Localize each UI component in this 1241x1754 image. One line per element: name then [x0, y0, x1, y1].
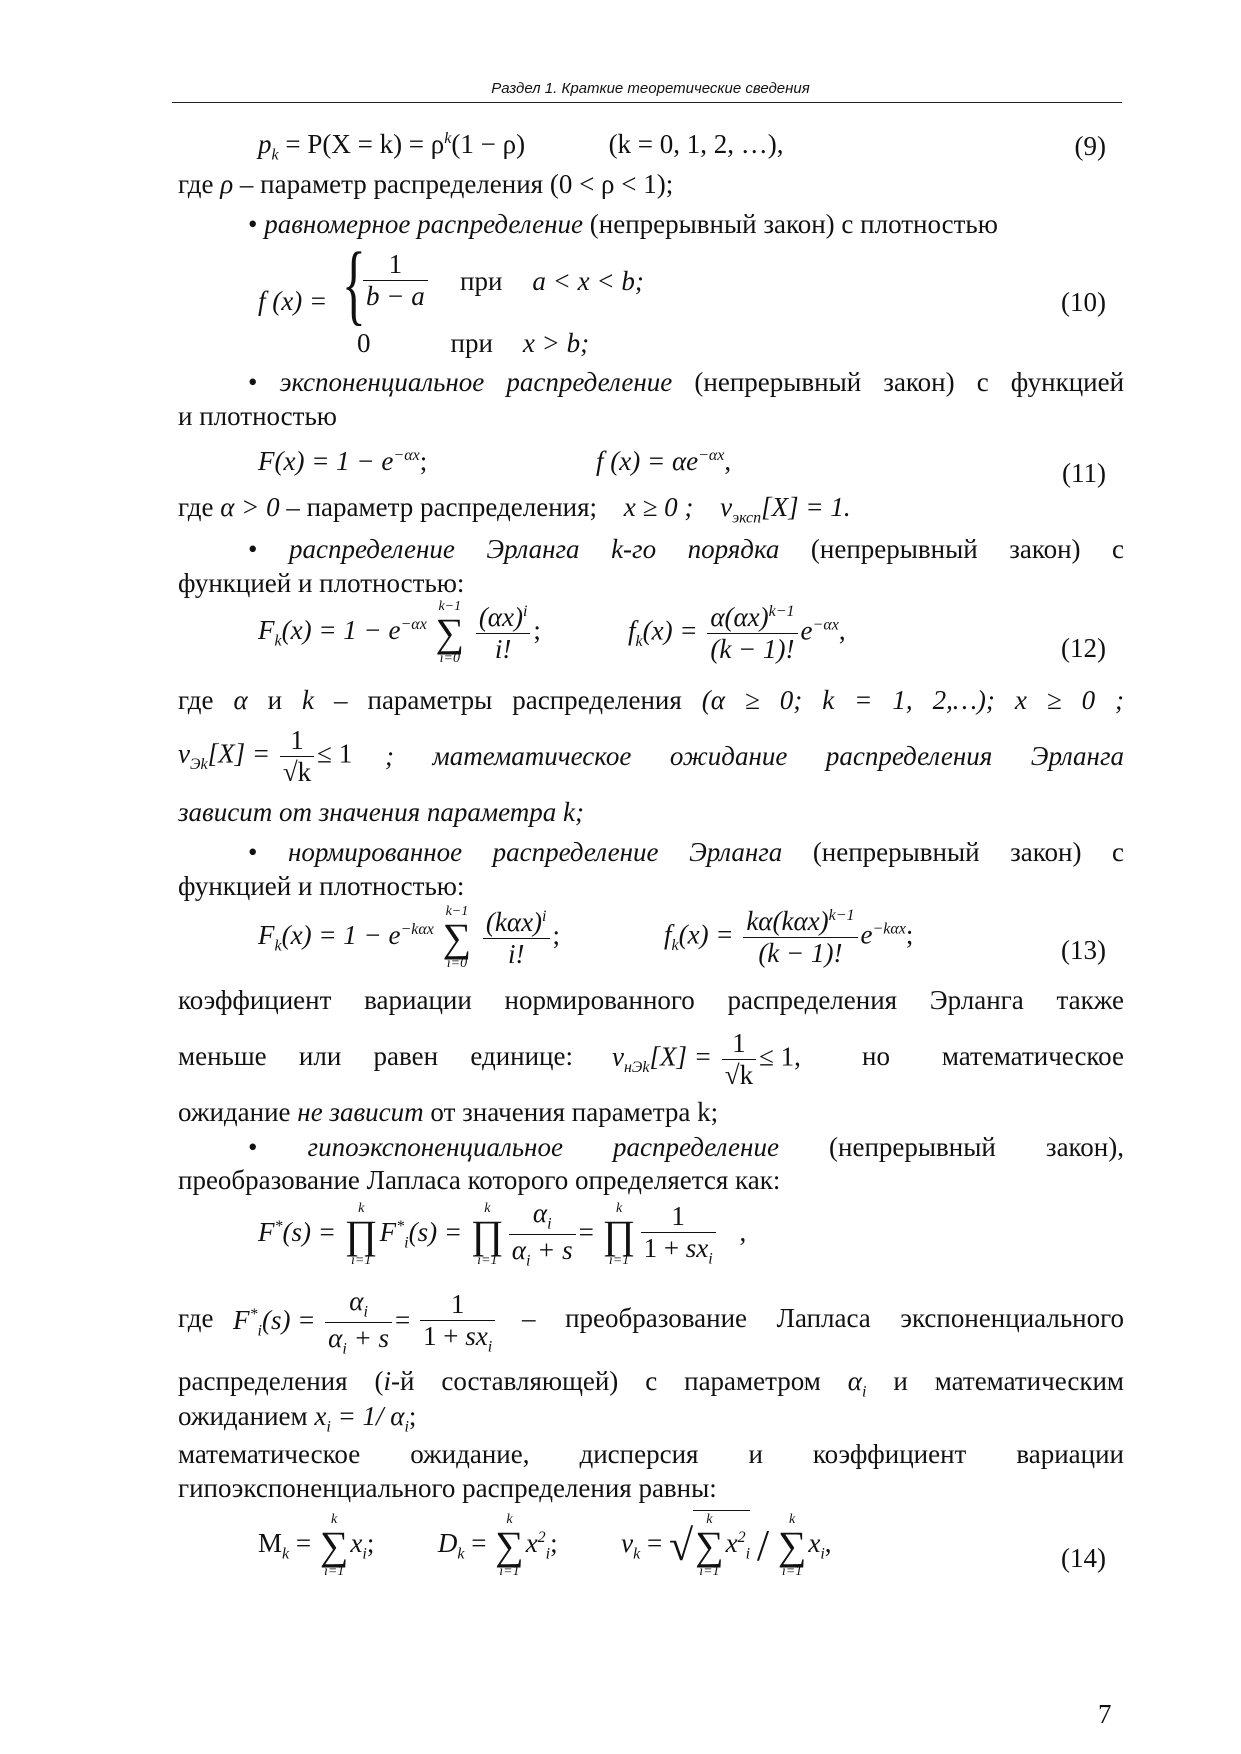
- paragraph-moments-line2: гипоэкспоненциального распределения равны:: [178, 1473, 717, 1503]
- paragraph-laplace-where: где: [178, 1303, 214, 1333]
- paragraph-erlang-cv-text: ; математическое ожидание распределения Эрланга: [385, 741, 1124, 771]
- paragraph-laplace-line3: ожиданием $x_i = 1/$ $\alpha_i$;: [178, 1401, 417, 1436]
- equation-number-14: (14): [1061, 1543, 1106, 1573]
- paragraph-normalized-cv-line3: ожидание не зависит от значения параметра k;: [178, 1097, 719, 1127]
- bullet-exponential: • экспоненциальное распределение (непрерывный закон) с функцией: [248, 367, 1125, 397]
- paragraph-laplace-text: – преобразование Лапласа экспоненциального: [522, 1303, 1124, 1333]
- bullet-erlang-line2: функцией и плотностью:: [178, 568, 465, 598]
- equation-12-F: $F_k(x) = 1 - e^{-\alpha x}$ k−1 ∑ i=0 $\frac{(\alpha x)^i}{i!}$ ;: [258, 599, 541, 666]
- equation-10-lhs: f (x) =: [258, 286, 328, 316]
- paragraph-normalized-cv-line2b: но математическое: [862, 1041, 1124, 1071]
- bullet-normalized-erlang: • нормированное распределение Эрланга (непрерывный закон) с: [248, 837, 1125, 867]
- paragraph-laplace-line2: распределения (i-й составляющей) с параметром $\alpha_i$ и математическим: [178, 1366, 1124, 1401]
- equation-13-F: $F_k(x) = 1 - e^{-k\alpha x}$ k−1 ∑ i=0 $\frac{(k\alpha x)^i}{i!}$ ;: [258, 904, 561, 971]
- equation-10-case1: при a < x < b;: [460, 266, 644, 296]
- paragraph-rho: где ρ – параметр распределения (0 < ρ < 1);: [178, 169, 674, 199]
- equation-number-11: (11): [1062, 458, 1106, 488]
- bullet-erlang: • распределение Эрланга k-го порядка (непрерывный закон) с: [248, 534, 1125, 564]
- equation-normalized-cv: $\nu_{нЭk}[X]$ = $\frac{1}{√k}$ ≤ 1,: [612, 1028, 801, 1090]
- equation-number-9: (9): [1074, 131, 1106, 161]
- bullet-uniform: • равномерное распределение (непрерывный закон) с плотностью: [248, 209, 998, 239]
- paragraph-alpha: где α > 0 – параметр распределения; x ≥ 0 ; $\nu_{эксп}[X] = 1$.: [178, 492, 851, 527]
- left-brace: {: [342, 235, 366, 334]
- paragraph-erlang-params: где α и k – параметры распределения (α ≥ 0; k = 1, 2,…); x ≥ 0 ;: [178, 685, 1125, 715]
- equation-14: $M_k$ = k ∑ i=1 $x_i$; $D_k$ = k ∑ i=1 $x^2_i$; $\nu_k$ = √ k ∑ i=1 $x^2_i$ / k ∑ i=1 $x_i$,: [258, 1512, 832, 1579]
- paragraph-erlang-cv-line2: зависит от значения параметра k;: [178, 797, 584, 827]
- equation-11-F: $F(x) = 1 - e^{-\alpha x}$;: [258, 446, 428, 476]
- equation-number-13: (13): [1061, 935, 1106, 965]
- bullet-normalized-erlang-line2: функцией и плотностью:: [178, 871, 465, 901]
- equation-10-case2: 0 при x > b;: [357, 328, 590, 358]
- paragraph-normalized-cv-line1: коэффициент вариации нормированного распределения Эрланга также: [178, 985, 1124, 1015]
- equation-10-fraction: $\frac{1}{b - a}$: [360, 251, 431, 310]
- paragraph-normalized-cv-line2a: меньше или равен единице:: [178, 1041, 573, 1071]
- equation-laplace-component: $F^*_i(s)$ = $\frac{\alpha_i}{\alpha_i + s}$ = $\frac{1}{1 + sx_i}$: [233, 1288, 498, 1358]
- equation-number-12: (12): [1061, 633, 1106, 663]
- equation-13-f: $f_k(x)$ = $\frac{k\alpha(k\alpha x)^{k-1}}{(k - 1)!}$ $e^{-k\alpha x}$;: [664, 906, 914, 968]
- page-number: 7: [1098, 1699, 1112, 1729]
- equation-laplace: F*(s) = k ∏ i=1 $F^*_i(s)$ = k ∏ i=1 $\frac{\alpha_i}{\alpha_i + s}$ = k ∏ i=1 $\frac{1}{1 + sx_i}$ ,: [258, 1198, 747, 1270]
- running-header: Раздел 1. Краткие теоретические сведения: [491, 80, 810, 97]
- equation-number-10: (10): [1061, 287, 1106, 317]
- bullet-hypoexponential-line2: преобразование Лапласа которого определяется как:: [178, 1165, 781, 1195]
- bullet-hypoexponential: • гипоэкспоненциальное распределение (непрерывный закон),: [248, 1132, 1124, 1162]
- header-rule: [172, 102, 1122, 103]
- equation-9: $p_k = P(X = k) = \rho^k(1 - \rho) (k = 0$, 1, 2, …),: [258, 129, 784, 164]
- equation-11-f: f $(x) = \alpha e^{-\alpha x}$,: [596, 446, 732, 476]
- paragraph-moments-line1: математическое ожидание, дисперсия и коэффициент вариации: [178, 1439, 1124, 1469]
- bullet-exponential-line2: и плотностью: [178, 401, 337, 431]
- equation-erlang-cv: $\nu_{Эk}[X]$ = $\frac{1}{√k}$ ≤ 1: [178, 725, 353, 787]
- equation-12-f: $f_k(x)$ = $\frac{\alpha(\alpha x)^{k-1}}{(k - 1)!}$ $e^{-\alpha x}$,: [628, 602, 846, 664]
